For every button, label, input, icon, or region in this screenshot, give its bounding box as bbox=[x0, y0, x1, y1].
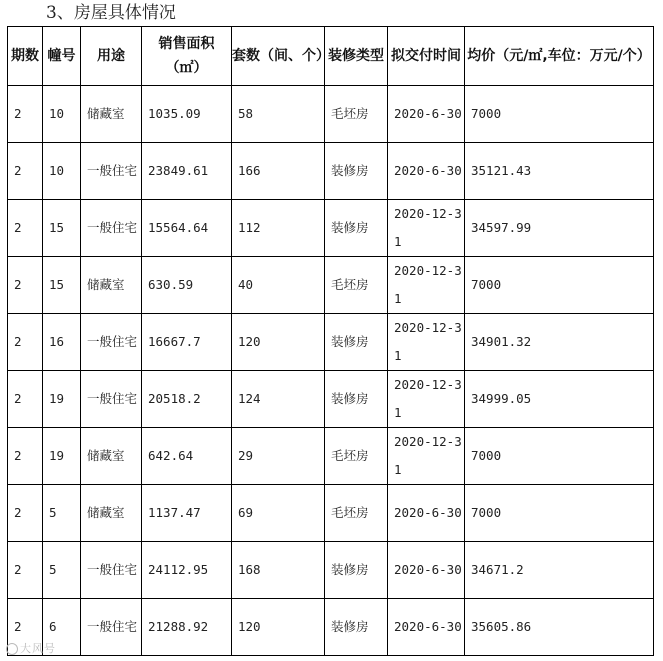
cell-units: 40 bbox=[232, 257, 325, 314]
cell-usage: 一般住宅 bbox=[81, 542, 142, 599]
cell-decoration: 装修房 bbox=[325, 314, 388, 371]
cell-period: 2 bbox=[8, 200, 43, 257]
cell-decoration: 毛坯房 bbox=[325, 257, 388, 314]
cell-delivery: 2020-12-31 bbox=[388, 371, 465, 428]
table-header-row bbox=[8, 27, 654, 86]
watermark-text: 大风号 bbox=[20, 642, 56, 655]
cell-building: 6 bbox=[43, 599, 81, 656]
header-decoration: 装修类型 bbox=[325, 27, 388, 86]
cell-period: 2 bbox=[8, 143, 43, 200]
cell-period: 2 bbox=[8, 371, 43, 428]
cell-decoration: 毛坯房 bbox=[325, 428, 388, 485]
table-row bbox=[8, 314, 654, 371]
cell-period: 2 bbox=[8, 257, 43, 314]
cell-price: 7000 bbox=[465, 428, 654, 485]
cell-area: 1137.47 bbox=[142, 485, 232, 542]
cell-area: 15564.64 bbox=[142, 200, 232, 257]
cell-usage: 储藏室 bbox=[81, 86, 142, 143]
table-body bbox=[8, 86, 654, 656]
cell-building: 19 bbox=[43, 428, 81, 485]
cell-usage: 一般住宅 bbox=[81, 143, 142, 200]
header-units: 套数（间、个） bbox=[232, 27, 325, 86]
cell-building: 10 bbox=[43, 86, 81, 143]
section-title: 3、房屋具体情况 bbox=[46, 3, 176, 23]
cell-decoration: 装修房 bbox=[325, 599, 388, 656]
header-period: 期数 bbox=[8, 27, 43, 86]
cell-decoration: 装修房 bbox=[325, 200, 388, 257]
cell-decoration: 装修房 bbox=[325, 143, 388, 200]
cell-price: 34671.2 bbox=[465, 542, 654, 599]
cell-decoration: 装修房 bbox=[325, 371, 388, 428]
cell-period: 2 bbox=[8, 599, 43, 656]
cell-building: 16 bbox=[43, 314, 81, 371]
table-row bbox=[8, 485, 654, 542]
cell-usage: 储藏室 bbox=[81, 485, 142, 542]
cell-area: 23849.61 bbox=[142, 143, 232, 200]
table-row bbox=[8, 257, 654, 314]
header-building: 幢号 bbox=[43, 27, 81, 86]
cell-building: 19 bbox=[43, 371, 81, 428]
watermark bbox=[6, 640, 56, 656]
cell-units: 120 bbox=[232, 314, 325, 371]
cell-area: 642.64 bbox=[142, 428, 232, 485]
cell-period: 2 bbox=[8, 428, 43, 485]
header-usage: 用途 bbox=[81, 27, 142, 86]
cell-price: 34901.32 bbox=[465, 314, 654, 371]
cell-units: 58 bbox=[232, 86, 325, 143]
cell-units: 168 bbox=[232, 542, 325, 599]
cell-price: 7000 bbox=[465, 86, 654, 143]
cell-price: 34999.05 bbox=[465, 371, 654, 428]
cell-units: 69 bbox=[232, 485, 325, 542]
cell-units: 120 bbox=[232, 599, 325, 656]
cell-building: 10 bbox=[43, 143, 81, 200]
cell-delivery: 2020-6-30 bbox=[388, 86, 465, 143]
header-area: 销售面积（㎡） bbox=[142, 27, 232, 86]
table-row bbox=[8, 200, 654, 257]
cell-area: 20518.2 bbox=[142, 371, 232, 428]
cell-delivery: 2020-12-31 bbox=[388, 428, 465, 485]
housing-details-table bbox=[7, 26, 654, 656]
cell-area: 1035.09 bbox=[142, 86, 232, 143]
cell-price: 7000 bbox=[465, 257, 654, 314]
cell-units: 29 bbox=[232, 428, 325, 485]
cell-delivery: 2020-6-30 bbox=[388, 485, 465, 542]
table-row bbox=[8, 86, 654, 143]
cell-units: 124 bbox=[232, 371, 325, 428]
cell-period: 2 bbox=[8, 86, 43, 143]
cell-delivery: 2020-6-30 bbox=[388, 542, 465, 599]
cell-decoration: 毛坯房 bbox=[325, 86, 388, 143]
table-row bbox=[8, 542, 654, 599]
cell-usage: 一般住宅 bbox=[81, 371, 142, 428]
header-delivery: 拟交付时间 bbox=[388, 27, 465, 86]
header-price: 均价（元/㎡,车位：万元/个） bbox=[465, 27, 654, 86]
cell-delivery: 2020-12-31 bbox=[388, 200, 465, 257]
cell-area: 630.59 bbox=[142, 257, 232, 314]
table-row bbox=[8, 371, 654, 428]
cell-usage: 储藏室 bbox=[81, 257, 142, 314]
cell-building: 15 bbox=[43, 257, 81, 314]
cell-price: 35605.86 bbox=[465, 599, 654, 656]
cell-price: 34597.99 bbox=[465, 200, 654, 257]
cell-area: 24112.95 bbox=[142, 542, 232, 599]
cell-period: 2 bbox=[8, 485, 43, 542]
cell-price: 35121.43 bbox=[465, 143, 654, 200]
cell-area: 16667.7 bbox=[142, 314, 232, 371]
cell-area: 21288.92 bbox=[142, 599, 232, 656]
table-row bbox=[8, 143, 654, 200]
cell-building: 15 bbox=[43, 200, 81, 257]
cell-units: 112 bbox=[232, 200, 325, 257]
cell-building: 5 bbox=[43, 485, 81, 542]
cell-delivery: 2020-6-30 bbox=[388, 599, 465, 656]
table-row bbox=[8, 599, 654, 656]
cell-building: 5 bbox=[43, 542, 81, 599]
cell-decoration: 装修房 bbox=[325, 542, 388, 599]
cell-delivery: 2020-6-30 bbox=[388, 143, 465, 200]
cell-price: 7000 bbox=[465, 485, 654, 542]
cell-usage: 储藏室 bbox=[81, 428, 142, 485]
cell-usage: 一般住宅 bbox=[81, 200, 142, 257]
table-row bbox=[8, 428, 654, 485]
cell-delivery: 2020-12-31 bbox=[388, 314, 465, 371]
cell-period: 2 bbox=[8, 314, 43, 371]
cell-units: 166 bbox=[232, 143, 325, 200]
cell-period: 2 bbox=[8, 542, 43, 599]
cell-usage: 一般住宅 bbox=[81, 314, 142, 371]
cell-decoration: 毛坯房 bbox=[325, 485, 388, 542]
cell-usage: 一般住宅 bbox=[81, 599, 142, 656]
watermark-logo-icon bbox=[6, 643, 18, 655]
cell-delivery: 2020-12-31 bbox=[388, 257, 465, 314]
